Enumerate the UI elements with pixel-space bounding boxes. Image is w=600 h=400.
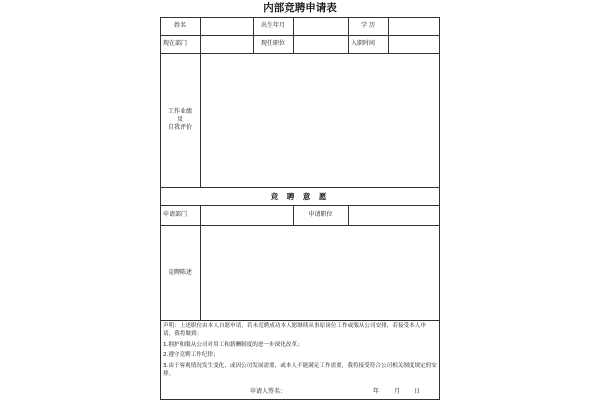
performance-label-line1: 工作业绩 [167,108,192,115]
hire-date-field[interactable] [389,36,439,53]
hire-date-label: 入职时间 [351,40,376,47]
apply-dept-label: 申请部门 [163,211,188,218]
current-position-label: 现任职位 [260,40,285,47]
signature-field[interactable] [288,386,360,397]
signature-month: 月 [394,388,401,395]
current-position-field[interactable] [294,36,347,53]
section-title-application-intent: 竞 聘 意 愿 [270,191,330,201]
current-dept-label: 现在部门 [163,40,188,47]
performance-label-line3: 自我评价 [167,124,192,131]
declaration-item-1: 1.拥护和服从公司对用工和薪酬制度的进一步深化改革； [163,342,303,348]
signature-year: 年 [373,388,380,395]
signature-day: 日 [414,388,421,395]
name-label: 姓名 [173,22,186,29]
birth-field[interactable] [294,18,347,35]
row-divider [160,320,440,321]
current-dept-field[interactable] [201,36,252,53]
performance-label [160,53,200,187]
performance-label-line2: 及 [176,116,183,123]
declaration-item-2: 2.遵守竞聘工作纪律； [163,352,219,358]
statement-label: 竞聘陈述 [167,268,192,276]
name-field[interactable] [201,18,252,35]
statement-field[interactable] [201,226,439,320]
apply-position-field[interactable] [349,206,439,225]
performance-field[interactable] [201,54,439,187]
declaration-item-3: 3.由于客观情况发生变化，或因公司发展需要，或本人不能满足工作需要，我将接受符合公司相关制度规定的安排。 [163,363,437,377]
birth-label: 出生年月 [260,22,285,29]
declaration-intro: 声明：上述职位由本人自愿申请，若未竞聘成功本人愿继续从事原岗位工作或服从公司安排，若接受本人申请，我将做到： [163,323,426,337]
apply-dept-field[interactable] [201,206,292,225]
application-form [160,0,440,400]
education-field[interactable] [389,18,439,35]
apply-position-label: 申请职位 [308,211,333,218]
form-title: 内部竞聘申请表 [263,2,337,14]
signature-label: 申请人签名： [250,388,287,395]
education-label: 学 历 [361,22,375,29]
